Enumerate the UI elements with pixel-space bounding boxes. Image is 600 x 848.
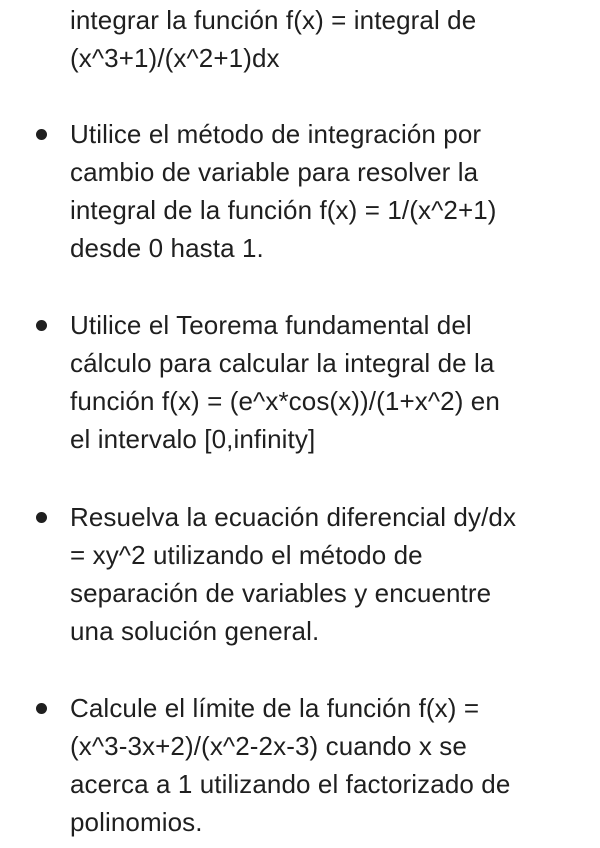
list-item-line: cambio de variable para resolver la bbox=[70, 157, 479, 187]
list-item-line: = xy^2 utilizando el método de bbox=[70, 540, 423, 570]
list-item-line: (x^3-3x+2)/(x^2-2x-3) cuando x se bbox=[70, 731, 467, 761]
list-item-line: separación de variables y encuentre bbox=[70, 578, 492, 608]
list-item-line: integral de la función f(x) = 1/(x^2+1) bbox=[70, 195, 497, 225]
list-item-line: Utilice el Teorema fundamental del bbox=[70, 310, 472, 340]
list-item-line: Utilice el método de integración por bbox=[70, 119, 482, 149]
list-item-line: acerca a 1 utilizando el factorizado de bbox=[70, 769, 511, 799]
list-item-line: el intervalo [0,infinity] bbox=[70, 424, 316, 454]
list-item-line: polinomios. bbox=[70, 807, 203, 837]
list-item-line: integrar la función f(x) = integral de bbox=[70, 5, 477, 35]
list-item-line: una solución general. bbox=[70, 616, 320, 646]
list-item-line: desde 0 hasta 1. bbox=[70, 233, 264, 263]
bullet-icon bbox=[36, 703, 47, 714]
bullet-icon bbox=[36, 129, 47, 140]
list-item-line: función f(x) = (e^x*cos(x))/(1+x^2) en bbox=[70, 386, 500, 416]
bullet-icon bbox=[36, 512, 47, 523]
list-item-line: Calcule el límite de la función f(x) = bbox=[70, 693, 480, 723]
bullet-icon bbox=[36, 320, 47, 331]
list-item-line: (x^3+1)/(x^2+1)dx bbox=[70, 43, 280, 73]
list-item-line: cálculo para calcular la integral de la bbox=[70, 348, 495, 378]
list-item-line: Resuelva la ecuación diferencial dy/dx bbox=[70, 502, 517, 532]
